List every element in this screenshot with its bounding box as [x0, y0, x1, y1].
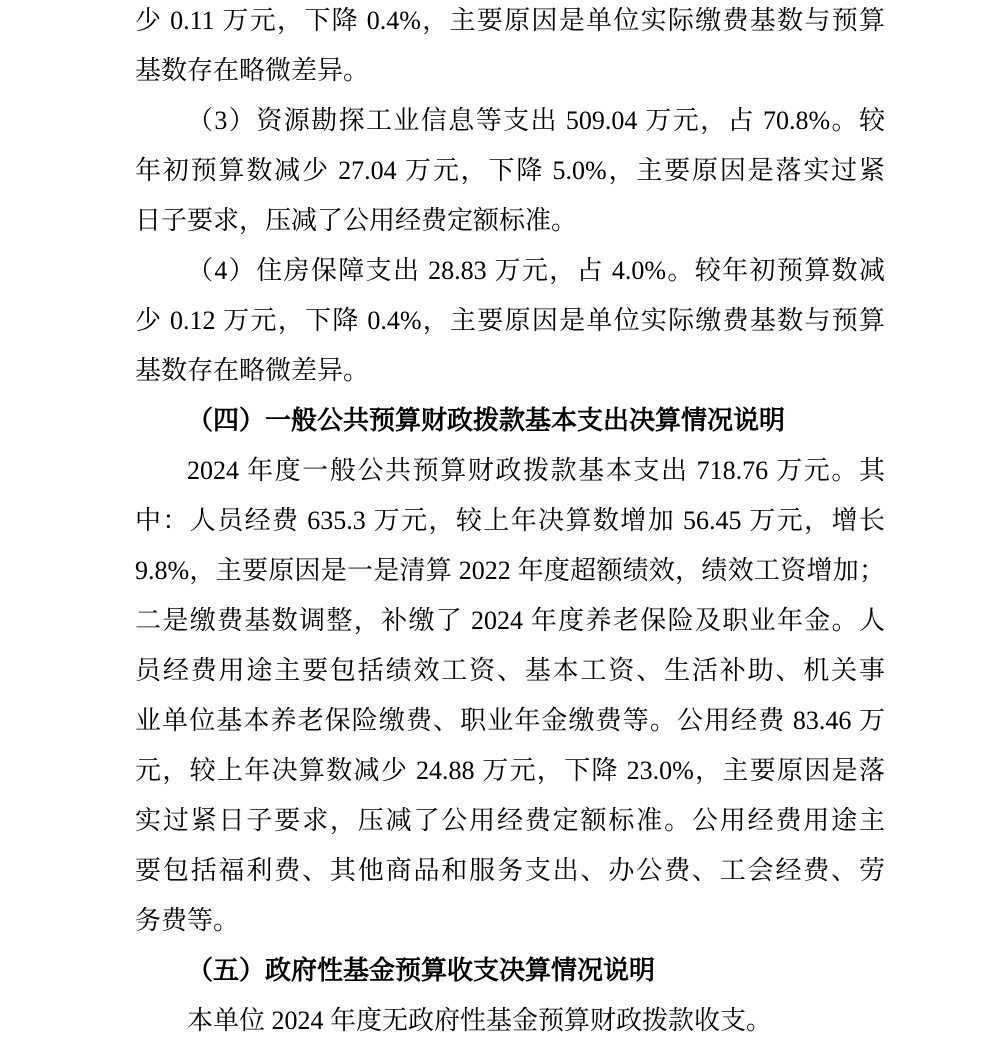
doc-line-21: 本单位 2024 年度无政府性基金预算财政拨款收支。 [187, 1006, 773, 1035]
doc-line-10: 2024 年度一般公共预算财政拨款基本支出 718.76 万元。其 [187, 456, 885, 485]
doc-line-02: 基数存在略微差异。 [135, 56, 370, 85]
doc-line-04: 年初预算数减少 27.04 万元，下降 5.0%，主要原因是落实过紧 [135, 156, 885, 185]
doc-line-06-item-4: （4）住房保障支出 28.83 万元，占 4.0%。较年初预算数减 [187, 256, 885, 285]
doc-line-15: 业单位基本养老保险缴费、职业年金缴费等。公用经费 83.46 万 [135, 706, 885, 735]
doc-line-18: 要包括福利费、其他商品和服务支出、办公费、工会经费、劳 [135, 856, 885, 885]
doc-line-11: 中：人员经费 635.3 万元，较上年决算数增加 56.45 万元，增长 [135, 506, 885, 535]
doc-line-17: 实过紧日子要求，压减了公用经费定额标准。公用经费用途主 [135, 806, 885, 835]
doc-line-12: 9.8%，主要原因是一是清算 2022 年度超额绩效，绩效工资增加； [135, 556, 885, 585]
doc-line-05: 日子要求，压减了公用经费定额标准。 [135, 206, 578, 235]
doc-line-16: 元，较上年决算数减少 24.88 万元，下降 23.0%，主要原因是落 [135, 756, 885, 785]
doc-heading-section-5: （五）政府性基金预算收支决算情况说明 [187, 956, 656, 985]
doc-line-08: 基数存在略微差异。 [135, 356, 370, 385]
doc-line-03-item-3: （3）资源勘探工业信息等支出 509.04 万元，占 70.8%。较 [187, 106, 885, 135]
doc-line-13: 二是缴费基数调整，补缴了 2024 年度养老保险及职业年金。人 [135, 606, 885, 635]
doc-line-07: 少 0.12 万元，下降 0.4%，主要原因是单位实际缴费基数与预算 [135, 306, 885, 335]
doc-line-01: 少 0.11 万元，下降 0.4%，主要原因是单位实际缴费基数与预算 [135, 6, 885, 35]
doc-line-19: 务费等。 [135, 906, 240, 935]
document-text-block [135, 0, 885, 1046]
doc-line-14: 员经费用途主要包括绩效工资、基本工资、生活补助、机关事 [135, 656, 885, 685]
doc-heading-section-4: （四）一般公共预算财政拨款基本支出决算情况说明 [187, 406, 786, 435]
